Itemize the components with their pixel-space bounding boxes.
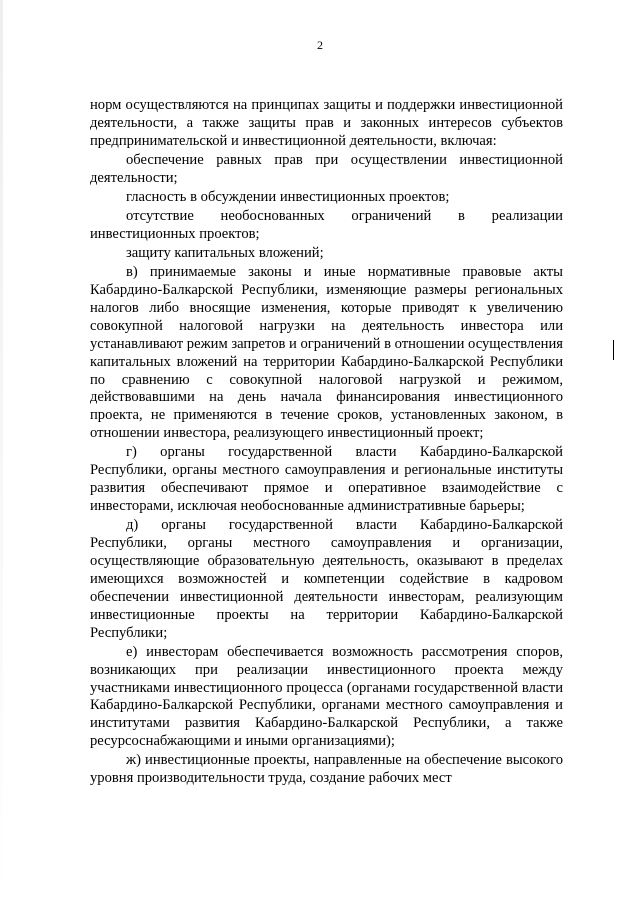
paragraph: отсутствие необоснованных ограничений в реализации инвестиционных проектов;	[90, 208, 563, 242]
page-number: 2	[317, 38, 323, 52]
paragraph: защиту капитальных вложений;	[126, 245, 324, 261]
paragraph: обеспечение равных прав при осуществлении инвестиционной деятельности;	[90, 151, 563, 186]
scan-edge	[0, 0, 3, 905]
paragraph: гласность в обсуждении инвестиционных проектов;	[126, 188, 450, 205]
paragraph: г) органы государственной власти Кабардино-Балкарской Республики, органы местного самоуправления и региональные институты развития обеспечивают прямое и оперативное взаимодействие с инвесторами, исключая необоснованные административные барьеры;	[90, 444, 563, 515]
margin-mark	[613, 340, 614, 360]
paragraph: ж) инвестиционные проекты, направленные на обеспечение высокого уровня производительности труда, создание рабочих мест	[90, 752, 563, 787]
paragraph: д) органы государственной власти Кабардино-Балкарской Республики, органы местного самоуправления и организации, осуществляющие образовательную деятельность, оказывают в пределах имеющихся возможностей и компетенции содействие в кадровом обеспечении инвестиционной деятельности инвесторам, реализующим инвестиционные проекты на территории Кабардино-Балкарской Республики;	[90, 517, 563, 641]
paragraph: норм осуществляются на принципах защиты и поддержки инвестиционной деятельности, а также защиты прав и законных интересов субъектов предпринимательской и инвестиционной деятельности, включая:	[90, 97, 563, 149]
paragraph: е) инвесторам обеспечивается возможность рассмотрения споров, возникающих при реализации инвестиционного проекта между участниками инвестиционного процесса (органами государственной власти Кабардино-Балкарской Республики, органами местного самоуправления и институтами развития Кабардино-Балкарской Республики, а также ресурсоснабжающими и иными организациями);	[90, 643, 563, 750]
paragraph: в) принимаемые законы и иные нормативные правовые акты Кабардино-Балкарской Республики, изменяющие размеры региональных налогов либо вносящие изменения, которые приводят к увеличению совокупной налоговой нагрузки на деятельность инвестора или устанавливают режим запретов и ограничений в отношении осуществления капитальных вложений на территории Кабардино-Балкарской Республики по сравнению с совокупной налоговой нагрузкой и режимом, действовавшими на день начала финансирования инвестиционного проекта, не применяются в течение сроков, установленных законом, в отношении инвестора, реализующего инвестиционный проект;	[90, 264, 563, 442]
document-body	[90, 97, 563, 788]
